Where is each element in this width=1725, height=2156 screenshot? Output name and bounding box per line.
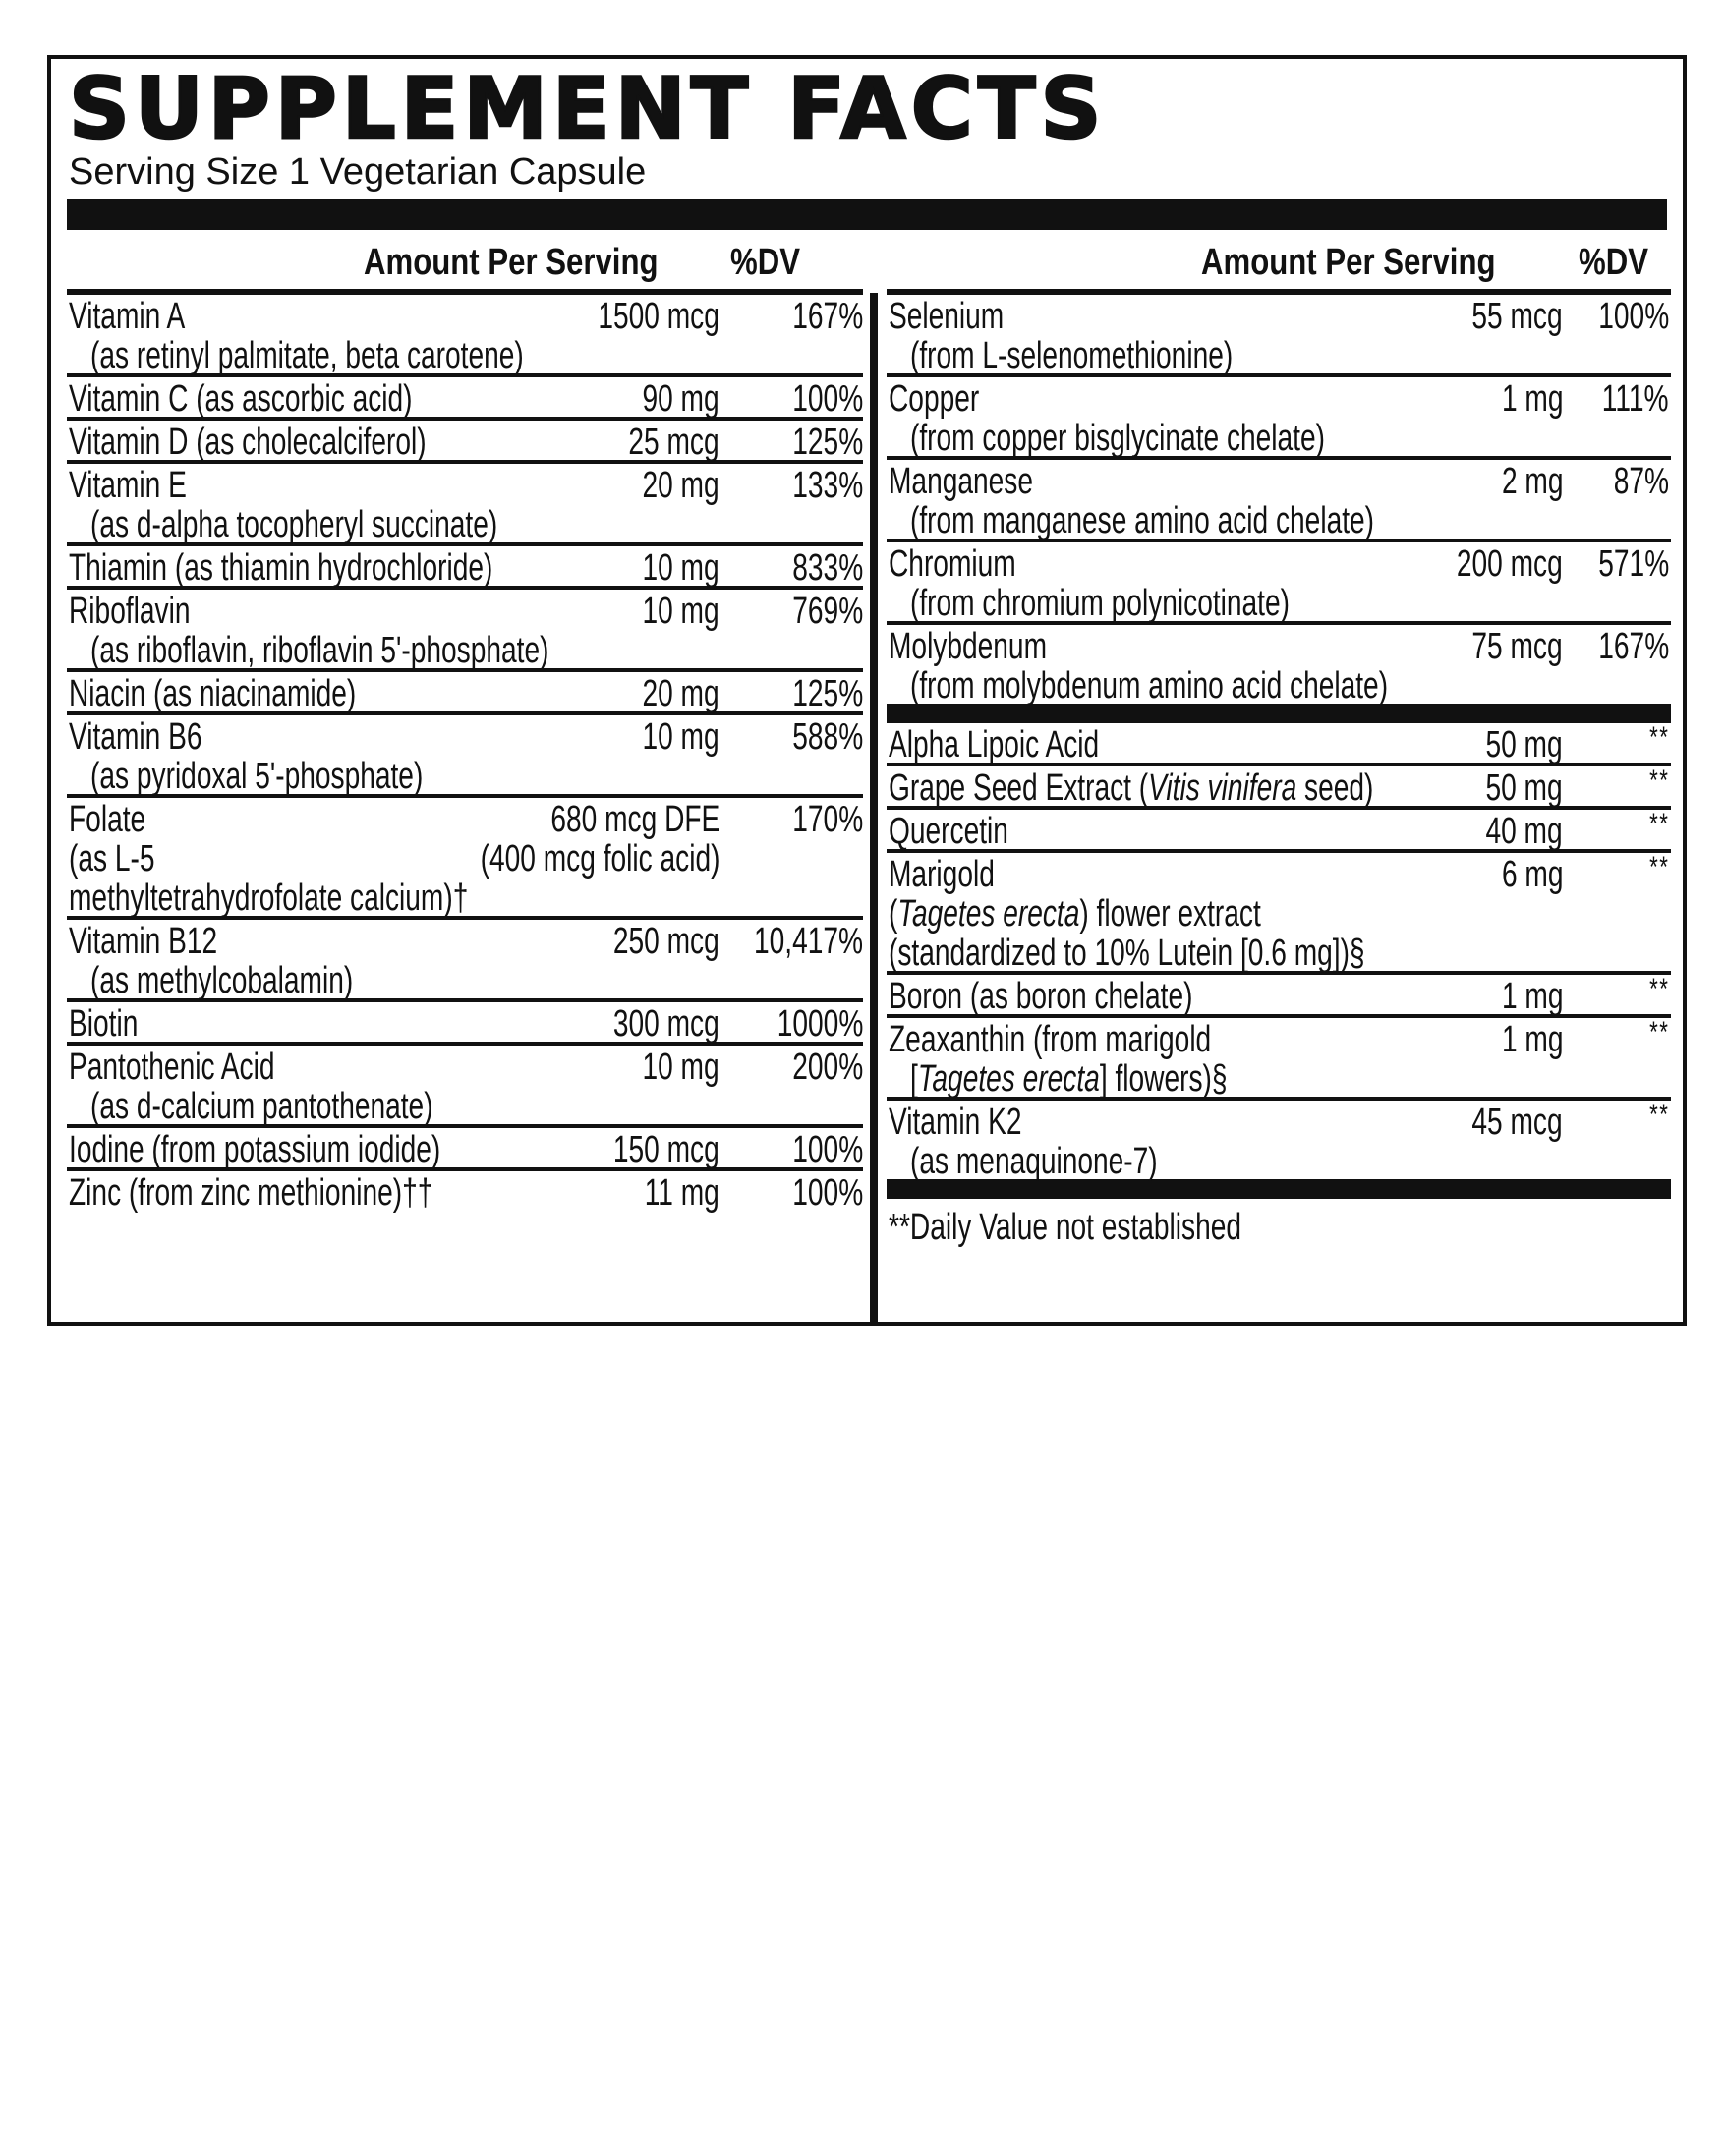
ingredient-amount: 1 mg — [1501, 1019, 1563, 1060]
nutrient-dv: 167% — [792, 296, 863, 337]
nutrient-row-vitamin-e — [67, 464, 863, 546]
column-header — [887, 230, 1671, 295]
nutrient-amount: 75 mcg — [1471, 626, 1563, 667]
nutrient-dv: 100% — [792, 378, 863, 420]
nutrient-source: (from L-selenomethionine) — [910, 335, 1234, 376]
nutrient-amount: 20 mg — [642, 465, 719, 506]
nutrient-source: (as riboflavin, riboflavin 5'-phosphate) — [90, 630, 549, 671]
nutrient-source: (from manganese amino acid chelate) — [910, 500, 1375, 541]
nutrient-dv: 111% — [1602, 378, 1669, 420]
nutrient-row-vitamin-d — [67, 421, 863, 464]
nutrient-dv: 588% — [792, 716, 863, 758]
nutrient-amount: 150 mcg — [613, 1129, 719, 1170]
ingredient-amount: 6 mg — [1501, 854, 1563, 895]
nutrient-row-molybdenum — [887, 625, 1671, 723]
nutrient-dv: 170% — [792, 799, 863, 840]
nutrient-dv: 125% — [792, 673, 863, 714]
nutrient-name: Vitamin C (as ascorbic acid) — [69, 378, 413, 420]
nutrient-source: (as methylcobalamin) — [90, 960, 354, 1001]
footnote: **Daily Value not established — [889, 1207, 1242, 1248]
nutrient-name: Folate — [69, 799, 146, 840]
nutrient-source: (as d-alpha tocopheryl succinate) — [90, 504, 498, 545]
nutrient-amount: 200 mcg — [1457, 543, 1563, 585]
nutrient-name: Thiamin (as thiamin hydrochloride) — [69, 547, 493, 589]
nutrient-amount-secondary: (400 mcg folic acid) — [480, 838, 719, 879]
nutrient-amount: 680 mcg DFE — [550, 799, 719, 840]
nutrient-amount: 1500 mcg — [598, 296, 719, 337]
nutrient-amount: 55 mcg — [1471, 296, 1563, 337]
nutrient-dv: 100% — [792, 1172, 863, 1214]
nutrient-dv: 100% — [792, 1129, 863, 1170]
nutrient-dv: 100% — [1598, 296, 1669, 337]
nutrient-amount: 25 mcg — [628, 422, 719, 463]
nutrient-name: Pantothenic Acid — [69, 1047, 275, 1088]
ingredient-amount: 50 mg — [1485, 724, 1563, 766]
ingredient-row-quercetin — [887, 810, 1671, 853]
ingredient-source: (Tagetes erecta) flower extract — [889, 893, 1261, 935]
thick-divider — [67, 199, 1667, 230]
nutrient-source: (from molybdenum amino acid chelate) — [910, 665, 1389, 707]
nutrient-amount: 1 mg — [1501, 378, 1563, 420]
ingredient-amount: 50 mg — [1485, 767, 1563, 809]
ingredient-row-alpha-lipoic-acid — [887, 723, 1671, 766]
footnote-row — [887, 1199, 1671, 1254]
nutrient-amount: 10 mg — [642, 547, 719, 589]
ingredient-row-grape-seed-extract — [887, 766, 1671, 810]
nutrient-name: Riboflavin — [69, 591, 191, 632]
nutrient-row-vitamin-b12 — [67, 920, 863, 1002]
ingredient-name: Boron (as boron chelate) — [889, 976, 1193, 1017]
ingredient-row-boron — [887, 975, 1671, 1018]
nutrient-source: (as retinyl palmitate, beta carotene) — [90, 335, 524, 376]
ingredient-amount: 40 mg — [1485, 811, 1563, 852]
dv-not-established-mark: ** — [1648, 721, 1669, 754]
nutrient-source: (from chromium polynicotinate) — [910, 583, 1290, 624]
column-divider — [870, 293, 878, 1322]
nutrient-row-vitamin-b6 — [67, 715, 863, 798]
nutrient-dv: 1000% — [776, 1003, 863, 1045]
nutrient-name: Biotin — [69, 1003, 139, 1045]
nutrient-dv: 125% — [792, 422, 863, 463]
nutrient-row-vitamin-c — [67, 377, 863, 421]
dv-not-established-mark: ** — [1648, 1099, 1669, 1131]
dv-header: %DV — [730, 242, 800, 283]
nutrient-name: Iodine (from potassium iodide) — [69, 1129, 441, 1170]
nutrient-row-thiamin — [67, 546, 863, 590]
ingredient-name: Zeaxanthin (from marigold — [889, 1019, 1212, 1060]
nutrient-dv: 10,417% — [753, 921, 863, 962]
nutrient-name: Zinc (from zinc methionine)†† — [69, 1172, 433, 1214]
ingredient-amount: 1 mg — [1501, 976, 1563, 1017]
ingredient-name: Grape Seed Extract (Vitis vinifera seed) — [889, 767, 1374, 809]
nutrient-row-iodine — [67, 1128, 863, 1171]
nutrient-name: Vitamin E — [69, 465, 187, 506]
column-header — [67, 230, 863, 295]
nutrient-source: (as L-5 — [69, 838, 155, 879]
supplement-facts-panel — [47, 55, 1687, 1326]
nutrient-row-pantothenic-acid — [67, 1046, 863, 1128]
nutrient-row-manganese — [887, 460, 1671, 542]
ingredient-name: Alpha Lipoic Acid — [889, 724, 1100, 766]
left-column — [67, 230, 863, 1214]
ingredient-name: Quercetin — [889, 811, 1008, 852]
nutrient-dv: 133% — [792, 465, 863, 506]
ingredient-name: Marigold — [889, 854, 995, 895]
ingredient-standardization: (standardized to 10% Lutein [0.6 mg])§ — [889, 933, 1365, 974]
ingredient-name: Vitamin K2 — [889, 1102, 1022, 1143]
nutrient-row-folate — [67, 798, 863, 920]
nutrient-amount: 10 mg — [642, 716, 719, 758]
nutrient-source: (as d-calcium pantothenate) — [90, 1086, 433, 1127]
nutrient-name: Vitamin D (as cholecalciferol) — [69, 422, 427, 463]
nutrient-dv: 571% — [1598, 543, 1669, 585]
amount-header: Amount Per Serving — [1201, 242, 1496, 283]
dv-not-established-mark: ** — [1648, 765, 1669, 797]
ingredient-amount: 45 mcg — [1471, 1102, 1563, 1143]
dv-not-established-mark: ** — [1648, 1016, 1669, 1049]
ingredient-row-marigold — [887, 853, 1671, 975]
ingredient-row-zeaxanthin — [887, 1018, 1671, 1101]
nutrient-row-riboflavin — [67, 590, 863, 672]
nutrient-amount: 90 mg — [642, 378, 719, 420]
amount-header: Amount Per Serving — [364, 242, 659, 283]
nutrient-source: (from copper bisglycinate chelate) — [910, 418, 1325, 459]
nutrient-amount: 10 mg — [642, 591, 719, 632]
nutrient-dv: 769% — [792, 591, 863, 632]
nutrient-amount: 250 mcg — [613, 921, 719, 962]
nutrient-source-continued: methyltetrahydrofolate calcium)† — [69, 878, 469, 919]
nutrient-name: Vitamin A — [69, 296, 186, 337]
nutrient-name: Chromium — [889, 543, 1016, 585]
dv-not-established-mark: ** — [1648, 851, 1669, 883]
nutrient-dv: 200% — [792, 1047, 863, 1088]
nutrient-amount: 300 mcg — [613, 1003, 719, 1045]
nutrient-amount: 11 mg — [644, 1172, 719, 1214]
nutrient-dv: 833% — [792, 547, 863, 589]
nutrient-amount: 20 mg — [642, 673, 719, 714]
nutrient-source: (as pyridoxal 5'-phosphate) — [90, 756, 424, 797]
nutrient-row-selenium — [887, 295, 1671, 377]
ingredient-row-vitamin-k2 — [887, 1101, 1671, 1199]
nutrient-dv: 87% — [1613, 461, 1669, 502]
panel-title: SUPPLEMENT FACTS — [69, 60, 1107, 158]
ingredient-source: [Tagetes erecta] flowers)§ — [910, 1058, 1228, 1100]
nutrient-name: Copper — [889, 378, 980, 420]
ingredient-source: (as menaquinone-7) — [910, 1141, 1158, 1182]
dv-not-established-mark: ** — [1648, 973, 1669, 1005]
nutrient-dv: 167% — [1598, 626, 1669, 667]
nutrient-row-vitamin-a — [67, 295, 863, 377]
dv-header: %DV — [1579, 242, 1648, 283]
nutrient-row-zinc — [67, 1171, 863, 1214]
nutrient-name: Vitamin B12 — [69, 921, 218, 962]
nutrient-row-biotin — [67, 1002, 863, 1046]
nutrient-name: Niacin (as niacinamide) — [69, 673, 357, 714]
nutrient-name: Selenium — [889, 296, 1005, 337]
serving-size: Serving Size 1 Vegetarian Capsule — [69, 151, 647, 193]
dv-not-established-mark: ** — [1648, 808, 1669, 840]
nutrient-name: Vitamin B6 — [69, 716, 202, 758]
nutrient-name: Molybdenum — [889, 626, 1047, 667]
nutrient-amount: 2 mg — [1501, 461, 1563, 502]
nutrient-row-copper — [887, 377, 1671, 460]
nutrient-row-chromium — [887, 542, 1671, 625]
nutrient-name: Manganese — [889, 461, 1033, 502]
nutrient-amount: 10 mg — [642, 1047, 719, 1088]
right-column — [887, 230, 1671, 1254]
nutrient-row-niacin — [67, 672, 863, 715]
